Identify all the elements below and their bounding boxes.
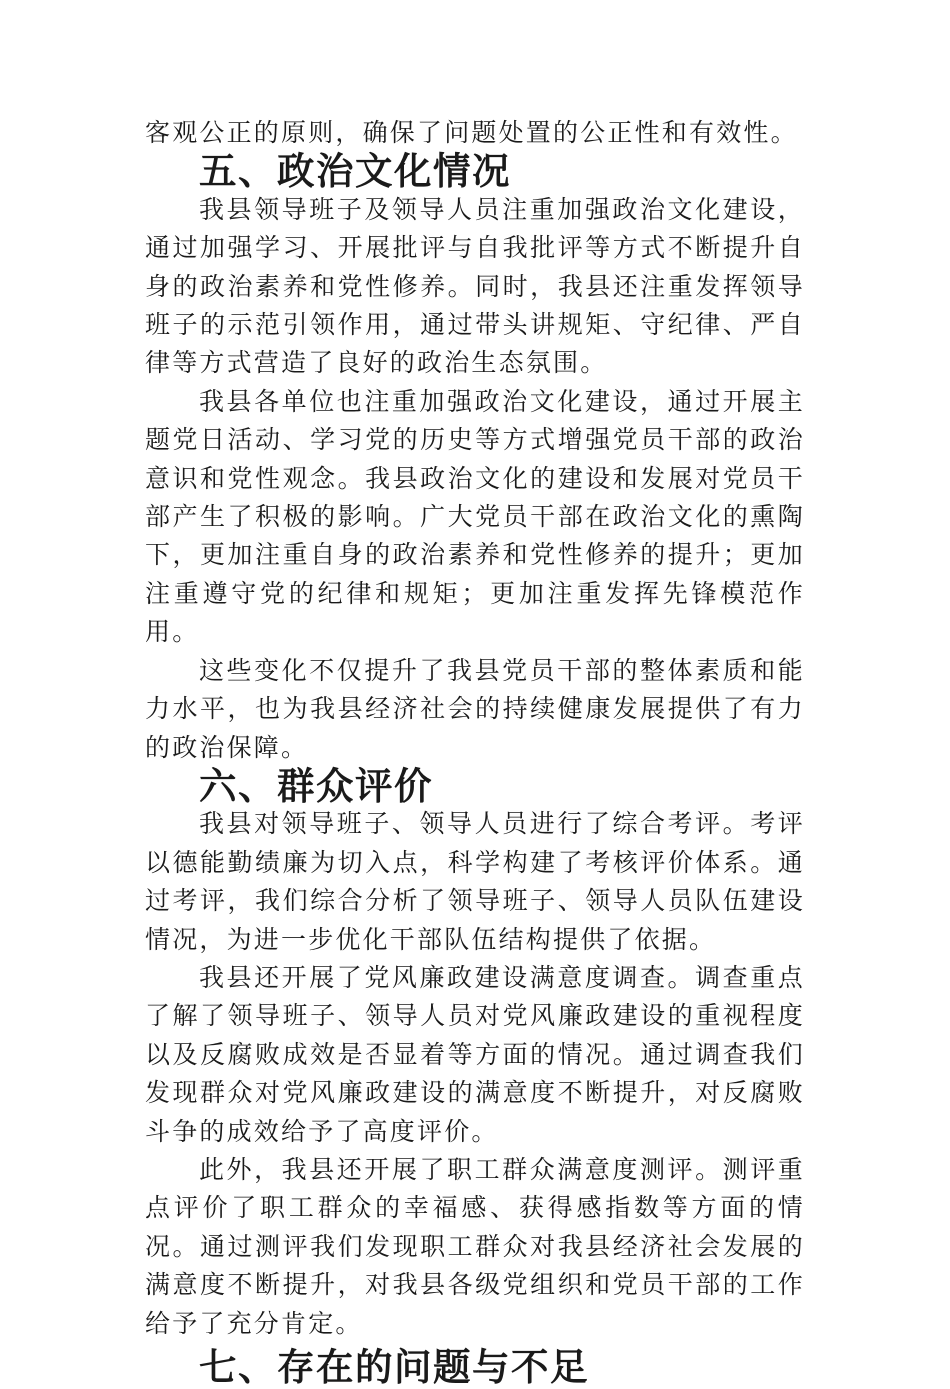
paragraph-continued: 客观公正的原则，确保了问题处置的公正性和有效性。	[145, 118, 798, 147]
section-heading-public-evaluation: 六、群众评价	[199, 763, 433, 808]
paragraph: 我县各单位也注重加强政治文化建设，通过开展主题党日活动、学习党的历史等方式增强党员干部的政治意识和党性观念。我县政治文化的建设和发展对党员干部产生了积极的影响。广大党员干部在政治文化的熏陶下，更加注重自身的政治素养和党性修养的提升；更加注重遵守党的纪律和规矩；更加注重发挥先锋模范作用。	[145, 386, 805, 647]
paragraph: 此外，我县还开展了职工群众满意度测评。测评重点评价了职工群众的幸福感、获得感指数等方面的情况。通过测评我们发现职工群众对我县经济社会发展的满意度不断提升，对我县各级党组织和党员干部的工作给予了充分肯定。	[145, 1154, 805, 1338]
paragraph: 这些变化不仅提升了我县党员干部的整体素质和能力水平，也为我县经济社会的持续健康发展提供了有力的政治保障。	[145, 655, 805, 762]
paragraph: 我县领导班子及领导人员注重加强政治文化建设，通过加强学习、开展批评与自我批评等方式不断提升自身的政治素养和党性修养。同时，我县还注重发挥领导班子的示范引领作用，通过带头讲规矩、守纪律、严自律等方式营造了良好的政治生态氛围。	[145, 194, 805, 378]
paragraph: 我县对领导班子、领导人员进行了综合考评。考评以德能勤绩廉为切入点，科学构建了考核评价体系。通过考评，我们综合分析了领导班子、领导人员队伍建设情况，为进一步优化干部队伍结构提供了依据。	[145, 809, 805, 954]
section-heading-problems: 七、存在的问题与不足	[199, 1345, 589, 1389]
document-body	[145, 114, 805, 1389]
paragraph: 我县还开展了党风廉政建设满意度调查。调查重点了解了领导班子、领导人员对党风廉政建设的重视程度以及反腐败成效是否显着等方面的情况。通过调查我们发现群众对党风廉政建设的满意度不断提升，对反腐败斗争的成效给予了高度评价。	[145, 962, 805, 1146]
section-heading-political-culture: 五、政治文化情况	[199, 149, 511, 194]
